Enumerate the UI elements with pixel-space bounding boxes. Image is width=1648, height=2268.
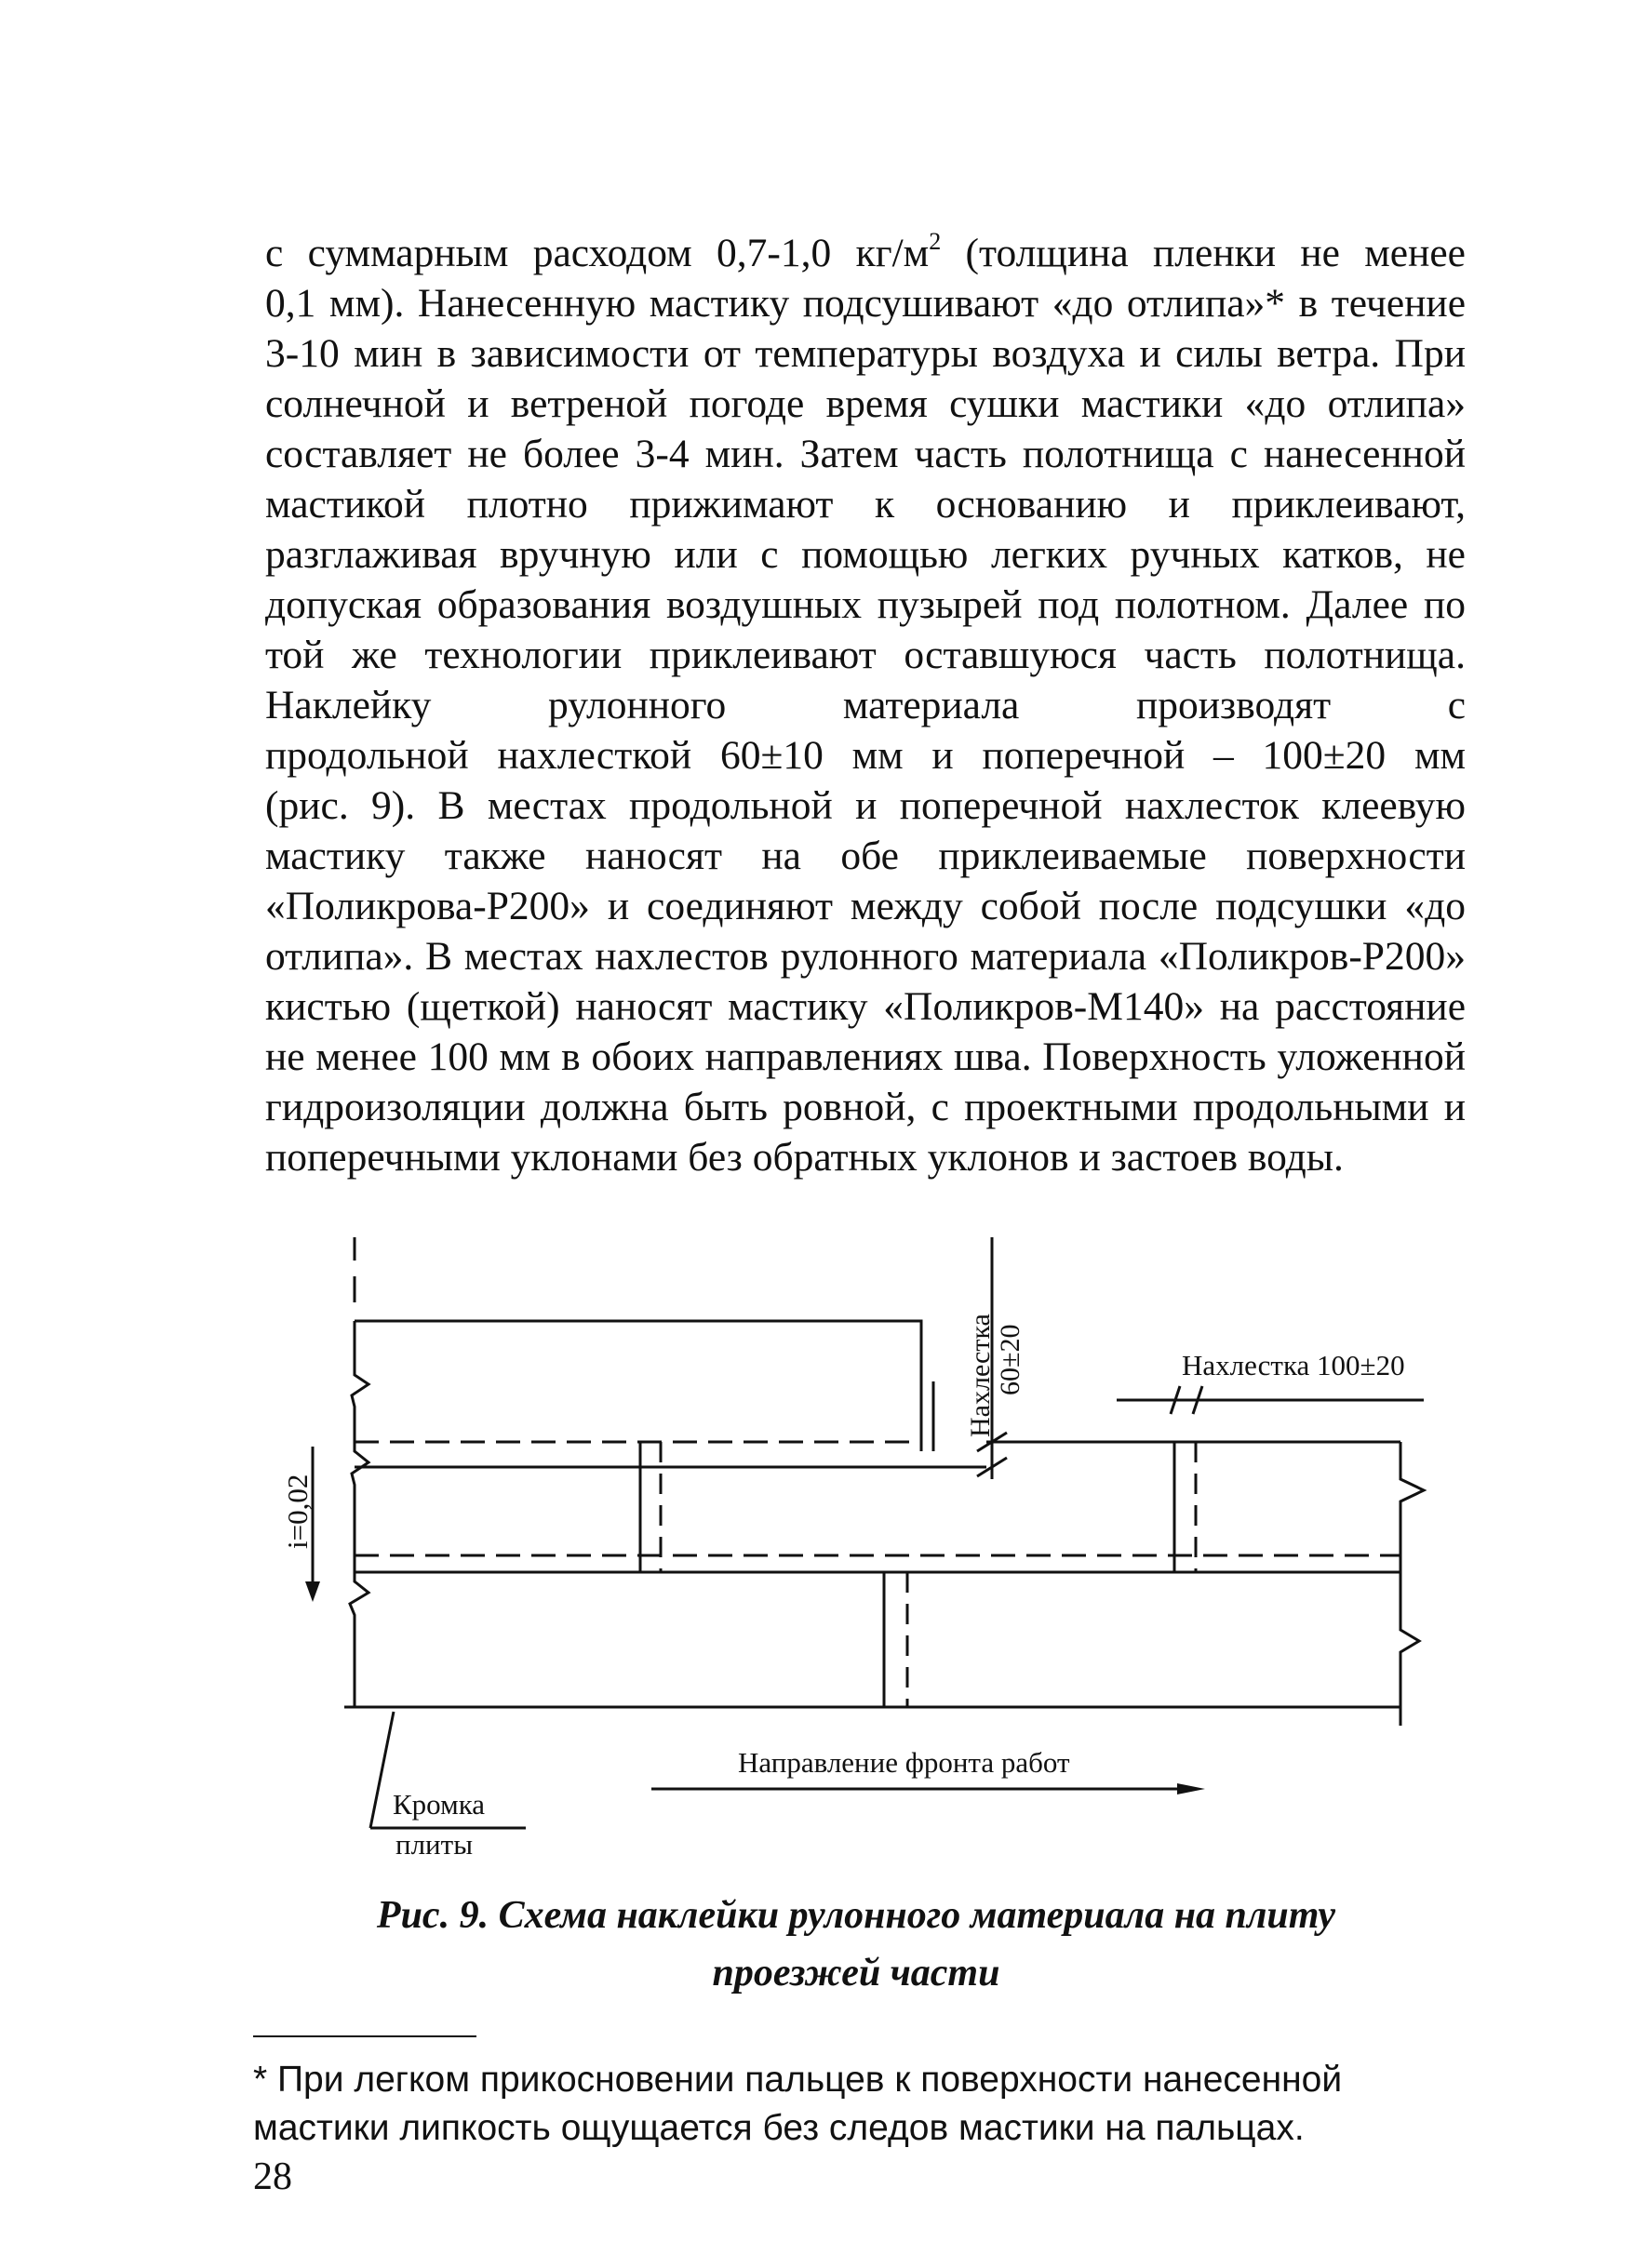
footnote-line: мастики липкость ощущается без следов мастики на пальцах.	[253, 2108, 1305, 2148]
slope-arrow-head	[305, 1581, 320, 1602]
text-line: составляет не более 3-4 мин. Затем часть полотнища с нанесенной	[265, 432, 1466, 476]
text-line: 0,1 мм). Нанесенную мастику подсушивают «до отлипа»* в течение	[265, 281, 1466, 326]
edge-leader-line	[370, 1712, 394, 1828]
text-line: Наклейку рулонного материала производят с	[265, 683, 1466, 727]
footnote	[253, 2056, 1472, 2153]
text-line: той же технологии приклеивают оставшуюся часть полотнища.	[265, 633, 1466, 677]
overlap-cross-label: Нахлестка 100±20	[1182, 1349, 1405, 1381]
text-line: гидроизоляции должна быть ровной, с проектными продольными и	[265, 1085, 1466, 1129]
text-line: кистью (щеткой) наносят мастику «Поликров-М140» на расстояние	[265, 984, 1466, 1029]
direction-arrow-head	[1177, 1783, 1205, 1794]
edge-label-line1: Кромка	[393, 1788, 486, 1821]
text-line: мастику также наносят на обе приклеиваемые поверхности	[265, 834, 1466, 878]
text-line: поперечными уклонами без обратных уклонов и застоев воды.	[265, 1135, 1344, 1180]
text-line: допуская образования воздушных пузырей под полотном. Далее по	[265, 582, 1466, 627]
direction-label: Направление фронта работ	[738, 1746, 1070, 1779]
page-number: 28	[253, 2155, 292, 2198]
overlap-long-label: Нахлестка	[965, 1314, 996, 1437]
footnote-line: * При легком прикосновении пальцев к поверхности нанесенной	[253, 2060, 1343, 2100]
text-line: не менее 100 мм в обоих направлениях шва. Поверхность уложенной	[265, 1034, 1466, 1079]
text-line: отлипа». В местах нахлестов рулонного материала «Поликров-Р200»	[265, 934, 1466, 979]
text-line: солнечной и ветреной погоде время сушки мастики «до отлипа»	[265, 381, 1466, 426]
caption-line: Рис. 9. Схема наклейки рулонного материала на плиту	[376, 1894, 1336, 1937]
right-break-line	[1400, 1442, 1424, 1707]
sheet-row-1	[355, 1321, 921, 1451]
figure-caption	[279, 1887, 1433, 2002]
text-line: продольной нахлесткой 60±10 мм и поперечной – 100±20 мм	[265, 733, 1466, 778]
footnote-rule	[253, 2035, 476, 2037]
text-line: (рис. 9). В местах продольной и поперечной нахлесток клеевую	[265, 783, 1466, 828]
text-line: 3-10 мин в зависимости от температуры воздуха и силы ветра. При	[265, 331, 1466, 376]
caption-line: проезжей части	[712, 1952, 1000, 1995]
edge-label-line2: плиты	[395, 1828, 474, 1861]
text-line: разглаживая вручную или с помощью легких ручных катков, не	[265, 532, 1466, 577]
text-line: с суммарным расходом 0,7-1,0 $кг/м^2$ (толщина пленки не менее	[265, 228, 1466, 275]
overlap-long-value: 60±20	[995, 1324, 1025, 1395]
text-line: мастикой плотно прижимают к основанию и приклеивают,	[265, 482, 1466, 527]
left-break-line	[350, 1321, 368, 1707]
slope-label: i=0,02	[281, 1474, 314, 1549]
text-line: «Поликрова-Р200» и соединяют между собой после подсушки «до	[265, 884, 1466, 928]
